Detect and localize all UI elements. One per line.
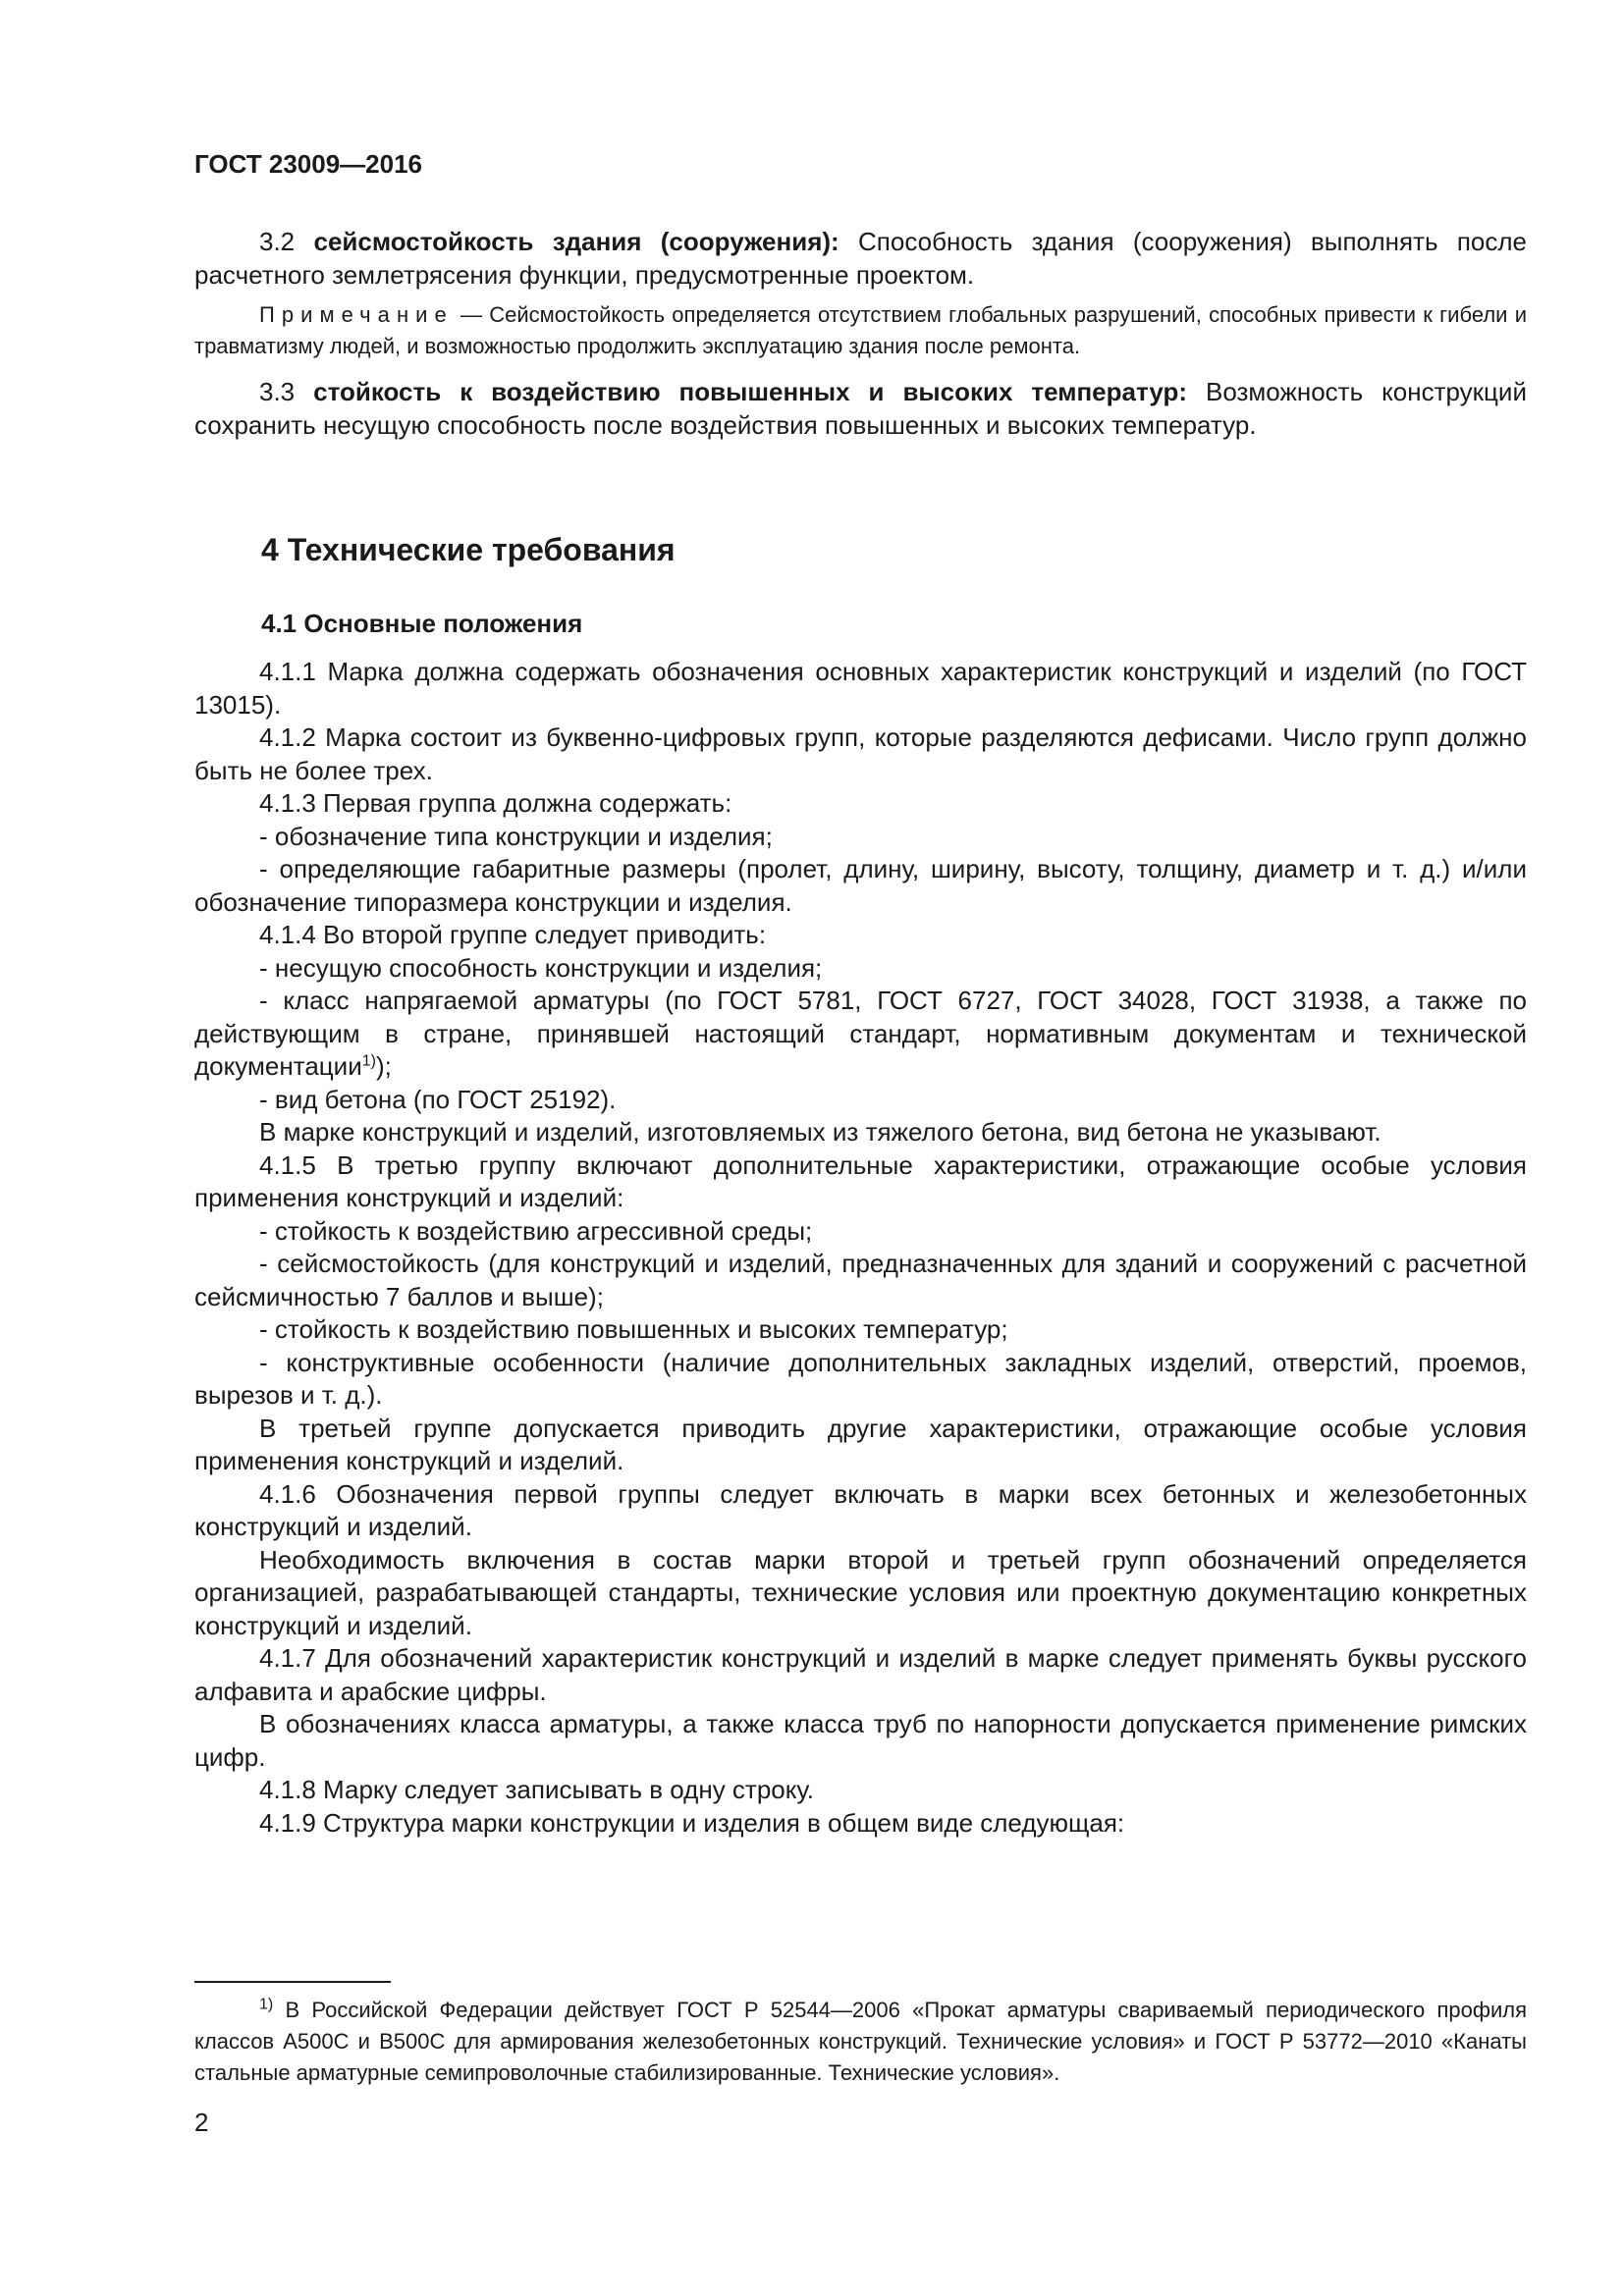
- section-heading: 4 Технические требования: [261, 532, 676, 567]
- paragraph: В марке конструкций и изделий, изготовляемых из тяжелого бетона, вид бетона не указывают.: [259, 1117, 1381, 1147]
- note-text: — Сейсмостойкость определяется отсутствием глобальных разрушений, способных привести к гибели и травматизму людей, и возможностью продолжить эксплуатацию здания после ремонта.: [194, 302, 1527, 358]
- term: сейсмостойкость здания (сооружения):: [313, 227, 839, 256]
- list-item: - определяющие габаритные размеры (пролет, длину, ширину, высоту, толщину, диаметр и т. д.) и/или обозначение типоразмера конструкции и изделия.: [194, 854, 1527, 917]
- paragraph: 4.1.2 Марка состоит из буквенно-цифровых групп, которые разделяются дефисами. Число групп должно быть не более трех.: [194, 722, 1527, 785]
- note-label: Примечание: [259, 302, 454, 327]
- paragraph: 4.1.4 Во второй группе следует приводить:: [259, 920, 767, 949]
- paragraph: 4.1.3 Первая группа должна содержать:: [259, 788, 732, 818]
- paragraph: 4.1.9 Структура марки конструкции и изделия в общем виде следующая:: [259, 1807, 1125, 1838]
- list-item: - обозначение типа конструкции и изделия;: [259, 821, 773, 851]
- list-item: - стойкость к воздействию агрессивной среды;: [259, 1215, 813, 1246]
- page-number: 2: [194, 2108, 209, 2137]
- footnote: [194, 1995, 1527, 2089]
- footnote-reference[interactable]: 1): [361, 1052, 376, 1070]
- footnote-divider: [194, 1981, 391, 1983]
- clause-3-2: [194, 225, 1527, 292]
- paragraph: 4.1.7 Для обозначений характеристик конструкций и изделий в марке следует применять буквы русского алфавита и арабские цифры.: [194, 1643, 1527, 1706]
- list-item-text: - класс напрягаемой арматуры (по ГОСТ 5781, ГОСТ 6727, ГОСТ 34028, ГОСТ 31938, а также по действующим в стране, принявшей настоящий стандарт, нормативным документам и технической документации: [194, 986, 1527, 1081]
- list-item: [194, 985, 1527, 1084]
- list-item: - сейсмостойкость (для конструкций и изделий, предназначенных для зданий и сооружений с расчетной сейсмичностью 7 баллов и выше);: [194, 1249, 1527, 1311]
- definition: Возможность конструкций сохранить несущую способность после воздействия повышенных и высоких температур.: [194, 377, 1527, 440]
- paragraph: 4.1.8 Марку следует записывать в одну строку.: [259, 1775, 815, 1804]
- paragraph: Необходимость включения в состав марки второй и третьей групп обозначений определяется организацией, разрабатывающей стандарты, технические условия или проектную документацию конкретных конструкций и изделий.: [194, 1544, 1527, 1640]
- document-code-header: ГОСТ 23009—2016: [194, 149, 422, 179]
- footnote-text: В Российской Федерации действует ГОСТ Р 52544—2006 «Прокат арматуры свариваемый периодического профиля классов А500С и В500С для армирования железобетонных конструкций. Технические условия» и ГОСТ Р 53772—2010 «Канаты стальные арматурные семипроволочные стабилизированные. Технические условия».: [194, 1998, 1527, 2085]
- footnote-mark: 1): [259, 1996, 274, 2013]
- paragraph: 4.1.5 В третью группу включают дополнительные характеристики, отражающие особые условия применения конструкций и изделий:: [194, 1149, 1527, 1212]
- paragraph: 4.1.6 Обозначения первой группы следует включать в марки всех бетонных и железобетонных конструкций и изделий.: [194, 1478, 1527, 1541]
- clause-3-3: [194, 375, 1527, 442]
- clause-number: 3.2: [259, 227, 296, 256]
- clause-number: 3.3: [259, 377, 296, 406]
- list-item: - вид бетона (по ГОСТ 25192).: [259, 1084, 617, 1114]
- document-page: [194, 0, 1527, 2296]
- section-body: [194, 656, 1527, 1840]
- subsection-heading: 4.1 Основные положения: [261, 609, 583, 638]
- term: стойкость к воздействию повышенных и высоких температур:: [313, 377, 1188, 406]
- paragraph: В обозначениях класса арматуры, а также класса труб по напорности допускается применение римских цифр.: [194, 1709, 1527, 1772]
- paragraph: 4.1.1 Марка должна содержать обозначения основных характеристик конструкций и изделий (по ГОСТ 13015).: [194, 657, 1527, 720]
- paragraph: В третьей группе допускается приводить другие характеристики, отражающие особые условия применения конструкций и изделий.: [194, 1413, 1527, 1475]
- list-item-end: );: [375, 1051, 392, 1081]
- definition: Способность здания (сооружения) выполнять после расчетного землетрясения функции, предусмотренные проектом.: [194, 227, 1527, 290]
- list-item: - несущую способность конструкции и изделия;: [259, 952, 823, 983]
- note: [194, 299, 1527, 362]
- list-item: - конструктивные особенности (наличие дополнительных закладных изделий, отверстий, проемов, вырезов и т. д.).: [194, 1347, 1527, 1410]
- list-item: - стойкость к воздействию повышенных и высоких температур;: [259, 1314, 1008, 1344]
